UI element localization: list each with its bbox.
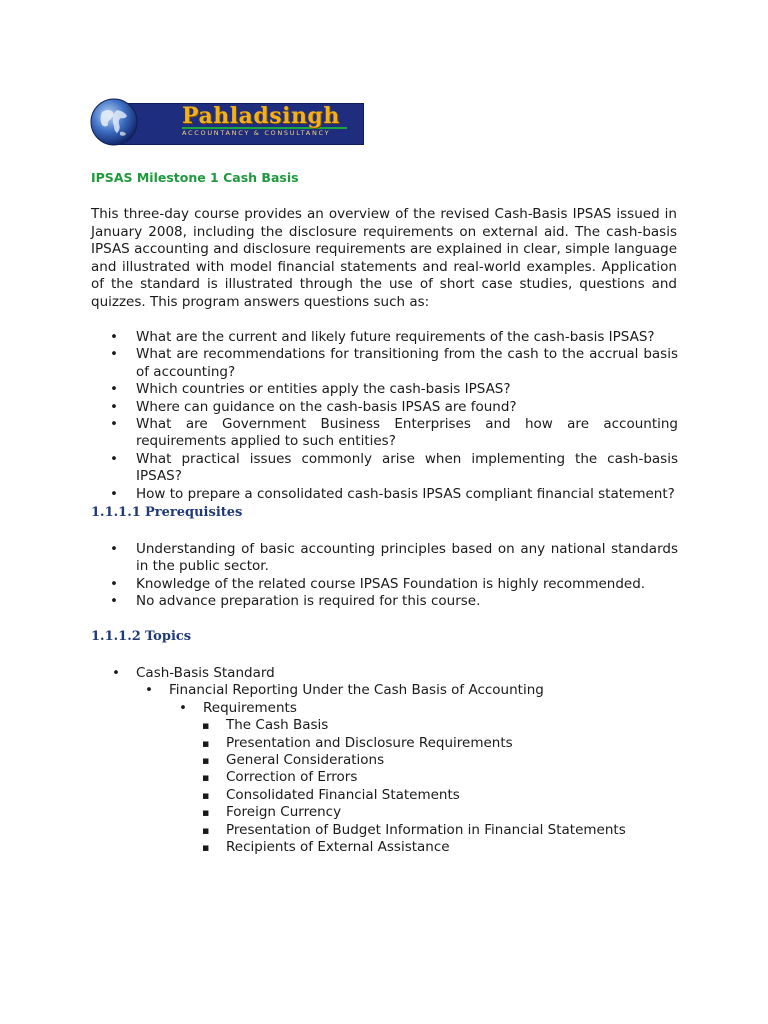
- list-item: • Where can guidance on the cash-basis IPSAS are found?: [110, 398, 517, 415]
- section-title: Topics: [145, 629, 192, 644]
- topic-level3: • Requirements: [179, 700, 297, 716]
- list-item: • Knowledge of the related course IPSAS Foundation is highly recommended.: [110, 575, 646, 592]
- company-logo: [90, 98, 362, 146]
- bullet-icon: •: [110, 416, 118, 433]
- square-bullet-icon: ▪: [202, 771, 210, 784]
- bullet-icon: •: [110, 541, 118, 557]
- globe-icon: [90, 98, 138, 146]
- bullet-icon: •: [112, 665, 120, 681]
- intro-paragraph: This three-day course provides an overview of the revised Cash-Basis IPSAS issued in January 2008, including the disclosure requirements on external aid. The cash-basis IPSAS accounting and disclosure requirements are explained in clear, simple language and illustrated with model financial statements and real-world examples. Application of the standard is illustrated through the use of short case studies, questions and quizzes. This program answers questions such as:: [91, 206, 677, 310]
- square-bullet-icon: ▪: [202, 841, 210, 854]
- topic-item: ▪ Recipients of External Assistance: [202, 839, 450, 855]
- section-title: Prerequisites: [145, 505, 243, 520]
- course-title: IPSAS Milestone 1 Cash Basis: [91, 170, 299, 185]
- logo-tagline: ACCOUNTANCY & CONSULTANCY: [182, 129, 331, 137]
- topic-item: ▪ The Cash Basis: [202, 717, 329, 733]
- list-item: • Which countries or entities apply the cash-basis IPSAS?: [110, 381, 511, 398]
- list-item: • No advance preparation is required for this course.: [110, 593, 481, 610]
- logo-name: Pahladsingh: [182, 103, 340, 129]
- list-item: • What practical issues commonly arise when implementing the cash-basis IPSAS?: [110, 450, 678, 485]
- topics-heading: [91, 629, 191, 644]
- square-bullet-icon: ▪: [202, 806, 210, 819]
- list-item: • What are the current and likely future requirements of the cash-basis IPSAS?: [110, 329, 655, 345]
- topic-item: ▪ Presentation and Disclosure Requirements: [202, 735, 513, 751]
- bullet-icon: •: [110, 575, 118, 592]
- bullet-icon: •: [110, 485, 118, 502]
- bullet-icon: •: [145, 682, 153, 698]
- list-item: • How to prepare a consolidated cash-basis IPSAS compliant financial statement?: [110, 485, 675, 502]
- square-bullet-icon: ▪: [202, 754, 210, 767]
- bullet-icon: •: [110, 329, 118, 345]
- topic-item: ▪ Presentation of Budget Information in Financial Statements: [202, 822, 626, 838]
- list-item: • Understanding of basic accounting principles based on any national standards in the public sector.: [110, 541, 678, 575]
- section-number: 1.1.1.1: [91, 505, 141, 520]
- topic-level1: • Cash-Basis Standard: [112, 665, 275, 681]
- topic-level2: • Financial Reporting Under the Cash Basis of Accounting: [145, 682, 544, 698]
- section-number: 1.1.1.2: [91, 629, 141, 644]
- square-bullet-icon: ▪: [202, 719, 210, 732]
- questions-list: [110, 329, 678, 503]
- bullet-icon: •: [110, 593, 118, 610]
- bullet-icon: •: [110, 381, 118, 398]
- bullet-icon: •: [110, 398, 118, 415]
- square-bullet-icon: ▪: [202, 737, 210, 750]
- topic-item: ▪ Correction of Errors: [202, 769, 358, 785]
- square-bullet-icon: ▪: [202, 824, 210, 837]
- topic-item: ▪ General Considerations: [202, 752, 385, 768]
- bullet-icon: •: [179, 700, 187, 716]
- prerequisites-list: [110, 541, 678, 611]
- bullet-icon: •: [110, 346, 118, 363]
- bullet-icon: •: [110, 450, 118, 467]
- topic-item: ▪ Foreign Currency: [202, 804, 342, 820]
- square-bullet-icon: ▪: [202, 789, 210, 802]
- list-item: • What are recommendations for transitioning from the cash to the accrual basis of accounting?: [110, 346, 678, 380]
- list-item: • What are Government Business Enterprises and how are accounting requirements applied to such entities?: [110, 416, 678, 450]
- prerequisites-heading: [91, 505, 242, 520]
- topic-item: ▪ Consolidated Financial Statements: [202, 787, 460, 803]
